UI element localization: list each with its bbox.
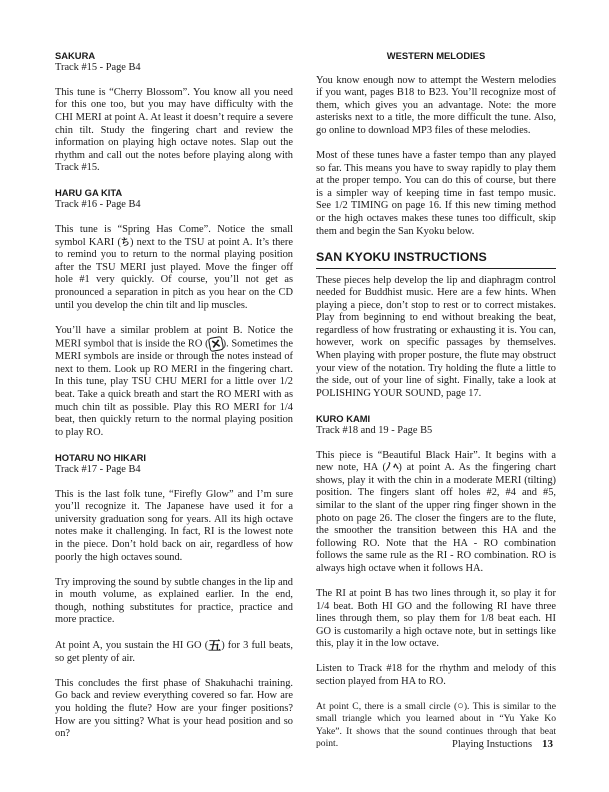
haru-p2-text-a: You’ll have a similar problem at point B. Notice the MERI symbol that is inside the RO ( bbox=[55, 324, 293, 350]
hi-go-symbol-icon: 五 bbox=[208, 638, 222, 654]
kuro-track: Track #18 and 19 - Page B5 bbox=[316, 424, 433, 436]
haru-p1-text-a: This tune is “Spring Has Come”. Notice the small symbol KARI ( bbox=[55, 224, 293, 248]
circle-symbol-icon: ○ bbox=[457, 700, 464, 713]
hotaru-p3-text-a: At point A, you sustain the HI GO ( bbox=[55, 640, 209, 652]
hotaru-paragraph-2: Try improving the sound by subtle changes in the lip and in mouth volume, as explained earlier. In the end, though, nothing substitutes for practice, practice and more practice. bbox=[55, 576, 293, 626]
hotaru-paragraph-3 bbox=[55, 639, 293, 665]
ro-meri-symbol-icon: ✕ bbox=[209, 336, 222, 353]
page-footer bbox=[452, 738, 553, 751]
haru-p2-text-b: ). Sometimes the MERI symbols are inside or through the notes instead of next to them. Look up RO MERI in the fingering chart. In this tune, play TSU CHU MERI for a little over 1/2 beat. Take a quick breath and start the RO MERI with as much chin tilt as possible. Play this RO MERI for 1/4 beat, then quickly return to the normal playing position to play RO. bbox=[55, 338, 293, 438]
sakura-track: Track #15 - Page B4 bbox=[55, 62, 141, 73]
western-paragraph-2: Most of these tunes have a faster tempo than any played so far. This means you have to sway rapidly to play them at the proper tempo. You can do this of course, but there is a simpler way of keeping time in fast tempo music. See 1/2 TIMING on page 16. If this new timing method or the high octaves makes these tunes too difficult, skip them and begin the San Kyoku below. bbox=[316, 149, 556, 237]
kuro-p4-text-a: At point C, there is a small circle ( bbox=[316, 700, 458, 712]
haru-paragraph-2 bbox=[55, 325, 293, 440]
hotaru-paragraph-1: This is the last folk tune, “Firefly Glow” and I’m sure you’ll recognize it. The Japanese have used it for a university graduation song for years. All its high octave notes make it challenging. In fact, RI is the lowest note in the piece. Don’t hold back on air, regardless of how poorly the high octaves sound. bbox=[55, 488, 293, 563]
hotaru-paragraph-4: This concludes the first phase of Shakuhachi training. Go back and review everything covered so far. How are you holding the flute? How are your finger positions? How are you sitting? What is your head position and so on? bbox=[55, 677, 293, 740]
footer-label: Playing Instuctions bbox=[452, 739, 532, 750]
section-divider bbox=[316, 268, 556, 269]
kuro-p1-text-b: ) at point A. As the fingering chart shows, play it with the chin in a moderate MERI (tilting) position. The fingers slant off holes #2, #4 and #5, similar to the slant of the upper ring finger shown in the photo on page 26. The closer the fingers are to the flute, the smoother the transition between this HA and the following RO. Note that the HA - RO combination follows the same rule as the RI - RO combination. RO is always high octave when it follows HA. bbox=[316, 462, 556, 574]
kari-symbol-icon: ち bbox=[120, 236, 130, 247]
western-paragraph-1: You know enough now to attempt the Western melodies if you want, pages B18 to B23. You’ll recognize most of them, which gives you an advantage. Note: the more asterisks next to a title, the more difficult the tune. Also, go online to download MP3 files of these melodies. bbox=[316, 74, 556, 136]
ha-symbol-icon: ﾉ ﾍ bbox=[385, 461, 399, 473]
hotaru-heading: HOTARU NO HIKARI bbox=[55, 451, 146, 463]
hotaru-track: Track #17 - Page B4 bbox=[55, 463, 141, 475]
san-kyoku-paragraph-1: These pieces help develop the lip and diaphragm control needed for Buddhist music. Here are a few hints. When playing a piece, don’t stop to rest or to correct mistakes. Play from beginning to end without breaking the beat, regardless of how frustrating or exhausting it is. You can, however, work on specific passages by themselves. When playing with proper posture, the flute may obstruct your view of the notation. Try holding the flute a little to the side, out of your line of sight. Finally, take a look at POLISHING YOUR SOUND, page 17. bbox=[316, 274, 556, 399]
page-number: 13 bbox=[542, 738, 553, 750]
sakura-paragraph-1: This tune is “Cherry Blossom”. You know all you need for this one too, but you may have difficulty with the CHI MERI at point A. At least it doesn’t require a severe chin tilt. Study the fingering chart and review the information on playing high octave notes. Slap out the rhythm and call out the notes before playing along with Track #15. bbox=[55, 86, 293, 174]
kuro-paragraph-1 bbox=[316, 450, 556, 576]
kuro-paragraph-3: Listen to Track #18 for the rhythm and melody of this section played from HA to RO. bbox=[316, 663, 556, 687]
western-heading: WESTERN MELODIES bbox=[386, 50, 486, 61]
left-column bbox=[55, 50, 293, 741]
sakura-heading: SAKURA bbox=[55, 50, 96, 61]
haru-paragraph-1 bbox=[55, 224, 293, 312]
right-column bbox=[316, 50, 556, 751]
kuro-p1-text-a: This piece is “Beautiful Black Hair”. It begins with a new note, HA ( bbox=[316, 449, 556, 474]
kuro-p4-text-b: ). This is similar to the small triangle which you learned about in “Yu Yake Ko Yake”. It shows that the sound continues through that beat point. bbox=[316, 700, 556, 750]
kuro-paragraph-2: The RI at point B has two lines through it, so play it for 1/4 beat. Both HI GO and the following RI have three lines through them, so play them for 1/8 beat each. HI GO is customarily a high octave note, but in settings like this, play it in the low octave. bbox=[316, 587, 556, 650]
san-kyoku-title: SAN KYOKU INSTRUCTIONS bbox=[316, 249, 487, 264]
haru-heading: HARU GA KITA bbox=[55, 187, 123, 199]
haru-p1-text-b: ) next to the TSU at point A. It’s there to remind you to return to the normal playing position after the TSU MERI just played. Move the finger off hole #1 very quickly. Of course, you’ll not get as pronounced a separation in pitch as you hear on the CD until you develop the chin tilt and lip muscles. bbox=[55, 236, 293, 311]
haru-track: Track #16 - Page B4 bbox=[55, 199, 141, 211]
hotaru-p3-text-b: ) for 3 full beats, so get plenty of air. bbox=[55, 640, 293, 664]
kuro-heading: KURO KAMI bbox=[316, 412, 371, 424]
